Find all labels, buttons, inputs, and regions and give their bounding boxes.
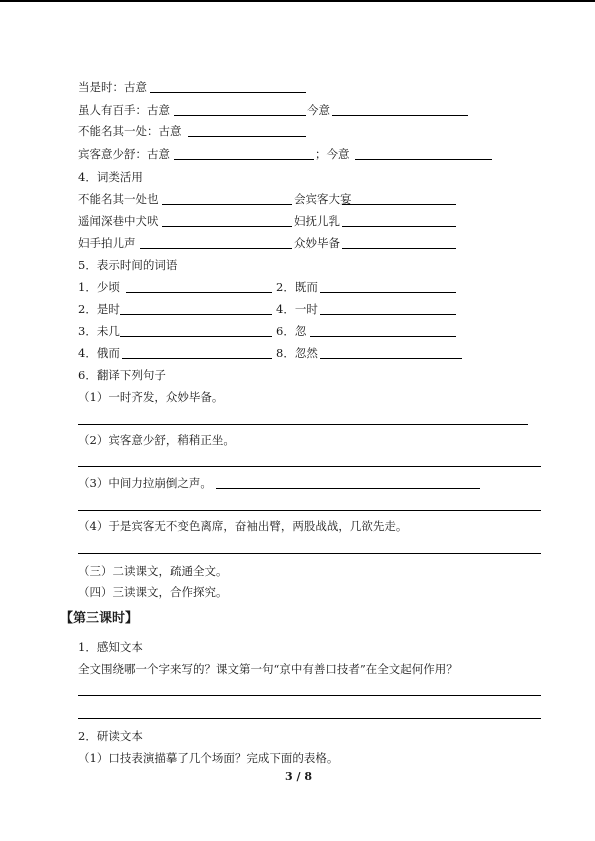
sec4-row3-b: 众妙毕备 [294,236,340,250]
lesson3-q2-text: （1）口技表演描摹了几个场面？完成下面的表格。 [78,751,339,765]
sec5-row1-blank-a[interactable] [126,292,272,293]
sec3-row1-label: 当是时：古意 [78,80,147,94]
sec6-item2: （2）宾客意少舒，稍稍正坐。 [78,433,235,447]
sec4-row2-blank-b[interactable] [342,226,456,227]
sec4-row1-b: 会宾客大宴 [294,192,352,206]
sec3-row2-label: 虽人有百手：古意 [78,103,170,117]
lesson3-q2-title: 2．研读文本 [78,729,143,743]
sec4-row2-a: 遥闻深巷中犬吠 [78,214,159,228]
sec5-row2-blank-a[interactable] [120,314,272,315]
step-four: （四）三读课文，合作探究。 [78,585,228,599]
sec6-item3: （3）中间力拉崩倒之声。 [78,476,212,490]
sec4-row1-a: 不能名其一处也 [78,192,159,206]
sec5-row2-a: 2．是时 [78,302,120,316]
sec5-row4-blank-a[interactable] [122,358,272,359]
sec5-row4-b: 8．忽然 [276,346,318,360]
sec4-row3-a: 妇手拍儿声 [78,236,136,250]
sec5-row1-a: 1．少顷 [78,280,120,294]
sec3-row2-label-b: 今意 [307,103,330,117]
sec5-row4-blank-b[interactable] [320,358,462,359]
sec3-row2-blank-a[interactable] [174,115,306,116]
sec5-row3-b: 6．忽 [276,324,307,338]
header-rule [0,0,595,2]
lesson3-q1-answer-line-1[interactable] [78,695,541,696]
page-number: 3 / 8 [285,770,312,783]
sec3-row4-blank-a[interactable] [174,159,314,160]
sec5-row2-b: 4．一时 [276,302,318,316]
sec3-row2-blank-b[interactable] [332,115,468,116]
sec3-row4-label-b: ；今意 [315,147,350,161]
sec4-row2-blank-a[interactable] [162,226,292,227]
sec5-row2-blank-b[interactable] [320,314,456,315]
sec3-row3-label: 不能名其一处：古意 [78,124,182,138]
sec6-item2-answer-line[interactable] [78,466,541,467]
sec6-item4: （4）于是宾客无不变色离席，奋袖出臂，两股战战，几欲先走。 [78,519,408,533]
lesson3-q1-answer-line-2[interactable] [78,718,541,719]
sec4-row3-blank-a[interactable] [140,248,292,249]
sec4-row2-b: 妇抚儿乳 [294,214,340,228]
sec5-title: 5．表示时间的词语 [78,258,178,272]
sec6-item1: （1）一时齐发，众妙毕备。 [78,390,224,404]
sec3-row4-blank-b[interactable] [355,159,492,160]
sec5-row3-blank-b[interactable] [310,336,456,337]
sec6-item3-answer-line[interactable] [78,510,541,511]
sec5-row4-a: 4．俄而 [78,346,120,360]
sec6-item4-answer-line[interactable] [78,553,541,554]
sec4-row1-blank-a[interactable] [162,204,292,205]
step-three: （三）二读课文，疏通全文。 [78,564,228,578]
lesson3-q1-text: 全文围绕哪一个字来写的？课文第一句“京中有善口技者”在全文起何作用？ [78,662,458,676]
sec6-item3-blank[interactable] [216,488,480,489]
sec4-row1-blank-b[interactable] [342,204,456,205]
sec6-item1-answer-line[interactable] [78,424,528,425]
sec3-row3-blank[interactable] [188,136,306,137]
sec5-row3-blank-a[interactable] [120,336,272,337]
sec5-row1-blank-b[interactable] [320,292,456,293]
sec3-row4-label: 宾客意少舒：古意 [78,147,170,161]
sec4-title: 4．词类活用 [78,170,143,184]
lesson3-q1-title: 1．感知文本 [78,640,143,654]
sec3-row1-blank[interactable] [150,92,306,93]
sec5-row3-a: 3．未几 [78,324,120,338]
sec4-row3-blank-b[interactable] [342,248,456,249]
sec6-title: 6．翻译下列句子 [78,368,166,382]
lesson3-heading: 【第三课时】 [60,611,139,626]
sec5-row1-b: 2．既而 [276,280,318,294]
